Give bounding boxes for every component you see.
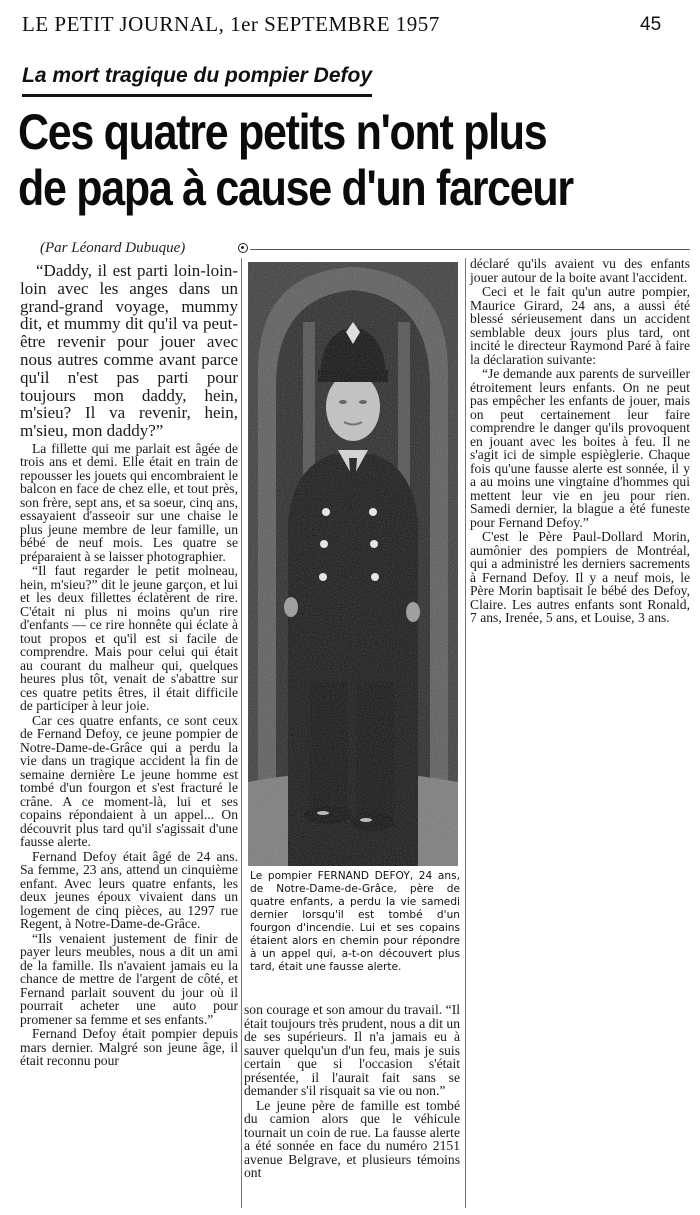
article-paragraph: son courage et son amour du travail. “Il était toujours très prudent, nous a dit un de ses supérieurs. Il n'a jamais eu à sauver quelqu'un d'un feu, mais je suis certain que si l'occasion s'était présentée, il l'aurait fait sans se demander s'il risquait sa vie ou non.” — [244, 1002, 460, 1098]
article-byline: (Par Léonard Dubuque) — [40, 240, 186, 256]
ornament-bullet-icon — [238, 243, 248, 253]
lead-paragraph: “Daddy, il est parti loin-loin-loin avec les anges dans un grand-grand voyage, mummy dit, et mummy dit qu'il va peut-être revenir pour jouer avec nous autres comme avant parce qu'il n'est pas parti pour toujours mon daddy, hein, m'sieu? Il va revenir, hein, m'sieu, mon daddy?” — [20, 261, 238, 441]
column-divider-1 — [241, 258, 242, 1208]
article-paragraph: La fillette qui me parlait est âgée de trois ans et demi. Elle était en train de repousser les jouets qui encombraient le balcon en face de chez elle, et tout près, son frère, sept ans, et sa soeur, cinq ans, essayaient d'asseoir sur une chaise le plus jeune membre de leur famille, un bébé de neuf mois. Les quatre se préparaient à se laisser photographier. — [20, 440, 238, 564]
article-paragraph: “Il faut regarder le petit molneau, hein, m'sieu?” dit le jeune garçon, et lui et les deux fillettes éclatèrent de rire. C'était ni plus ni moins qu'un rire d'enfants — ce rire honnête qui éclate à tout propos et qu'il est si facile de comprendre. Mais pour celui qui était au courant du malheur qui, quelques heures plus tôt, venait de s'abattre sur ces quatre petits êtres, il était difficile de participer à leur joie. — [20, 563, 238, 714]
column-divider-2 — [465, 258, 466, 1208]
article-column-2 — [244, 1003, 460, 1181]
article-paragraph: Fernand Defoy était pompier depuis mars dernier. Malgré son jeune âge, il était reconnu pour — [20, 1026, 238, 1069]
article-paragraph: Le jeune père de famille est tombé du camion alors que le véhicule tournait un coin de rue. La fausse alerte a été sonnée en face du numéro 2151 avenue Belgrave, et plusieurs témoins ont — [244, 1097, 460, 1180]
page-number: 45 — [640, 14, 662, 35]
photo-caption: Le pompier FERNAND DEFOY, 24 ans, de Notre-Dame-de-Grâce, père de quatre enfants, a perdu la vie samedi dernier lorsqu'il est tombé d'un fourgon d'incendie. Lui et ses copains étaient alors en chemin pour répondre à un appel qui, a-t-on découvert plus tard, était une fausse alerte. — [250, 870, 460, 973]
article-kicker: La mort tragique du pompier Defoy — [22, 64, 373, 87]
article-paragraph: déclaré qu'ils avaient vu des enfants jouer autour de la boite avant l'accident. — [470, 256, 690, 285]
article-paragraph: Fernand Defoy était âgé de 24 ans. Sa femme, 23 ans, attend un cinquième enfant. Avec leurs quatre enfants, les deux jeunes époux vivaient dans un logement de cinq pièces, au 1297 rue Regent, à Notre-Dame-de-Grâce. — [20, 848, 238, 932]
article-paragraph: “Ils venaient justement de finir de payer leurs meubles, nous a dit un ami de la famille. Ils n'avaient jamais eu la chance de mettre de l'argent de côté, et Fernand parlait souvent du jour où il pourrait acheter une auto pour promener sa femme et ses enfants.” — [20, 930, 238, 1027]
article-headline — [18, 104, 603, 216]
article-paragraph: “Je demande aux parents de surveiller étroitement leurs enfants. On ne peut pas empêcher les enfants de jouer, mais on peut certainement leur faire comprendre le danger qu'ils provoquent en jouant avec les boites à feu. Il ne s'agit ici de simple espièglerie. Chaque fois qu'une fausse alerte est sonnée, il y a au moins une vingtaine d'hommes qui mettent leur vie en jeu pour rien. Samedi dernier, la blague a été funeste pour Fernand Defoy.” — [470, 366, 690, 530]
masthead-publication-date: LE PETIT JOURNAL, 1er SEPTEMBRE 1957 — [22, 12, 440, 36]
headline-line-2: de papa à cause d'un farceur — [18, 160, 573, 216]
article-paragraph: C'est le Père Paul-Dollard Morin, aumônier des pompiers de Montréal, qui a administré les derniers sacrements à Fernand Defoy. Il y a neuf mois, le Père Morin baptisait le bébé des Defoy, Claire. Les autres enfants sont Ronald, 7 ans, Irenée, 5 ans, et Louise, 3 ans. — [470, 529, 690, 625]
fireman-portrait-image — [248, 262, 458, 866]
headline-line-1: Ces quatre petits n'ont plus — [18, 104, 547, 160]
article-column-1 — [20, 262, 238, 1069]
article-column-3 — [470, 257, 690, 626]
fireman-portrait-photo — [248, 262, 458, 866]
article-paragraph: Ceci et le fait qu'un autre pompier, Maurice Girard, 24 ans, a aussi été blessé sérieusement dans un accident semblable deux jours plus tard, ont incité le directeur Raymond Paré à faire la déclaration suivante: — [470, 284, 690, 367]
column-top-rule — [250, 249, 690, 250]
kicker-underline — [22, 94, 372, 97]
article-paragraph: Car ces quatre enfants, ce sont ceux de Fernand Defoy, ce jeune pompier de Notre-Dame-de-Grâce qui a perdu la vie dans un tragique accident la fin de semaine dernière Le jeune homme est tombé d'un fourgon et s'est fracturé le crâne. A ce moment-là, lui et ses copains répondaient à un appel... On découvrit plus tard qu'il s'agissait d'une fausse alerte. — [20, 712, 238, 850]
